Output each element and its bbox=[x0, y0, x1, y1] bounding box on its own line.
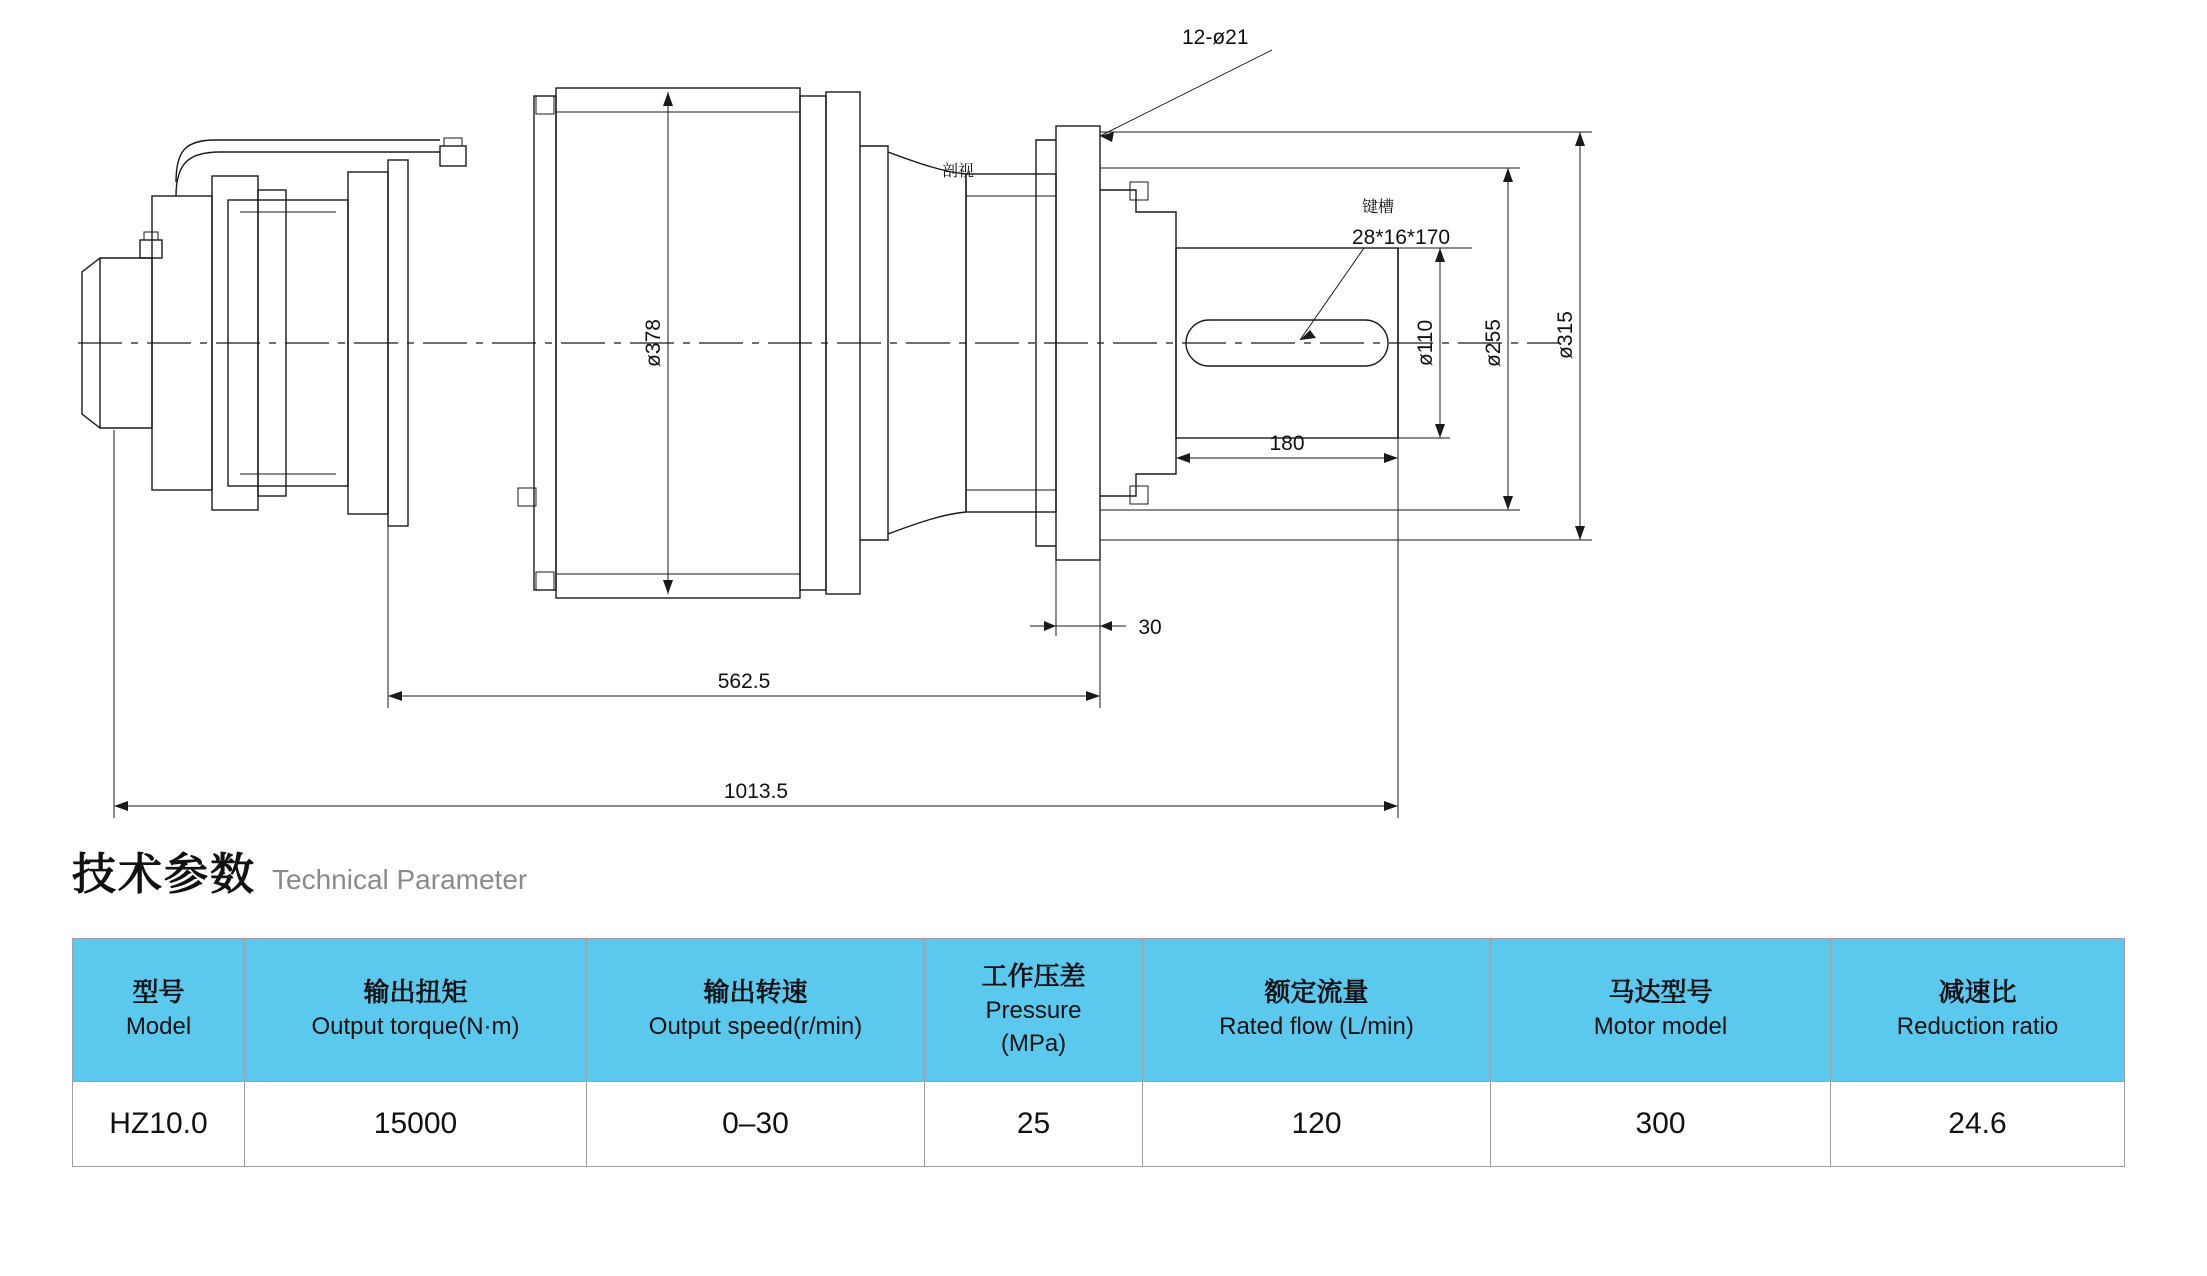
header-output-torque-en: Output torque(N·m) bbox=[311, 1013, 520, 1041]
table-header-rated-flow bbox=[1143, 939, 1491, 1082]
dim-housing-diameter bbox=[642, 92, 673, 594]
cell-model: HZ10.0 bbox=[73, 1082, 245, 1167]
housing-bolt-top-left bbox=[536, 96, 554, 114]
header-reduction-ratio-en: Reduction ratio bbox=[1896, 1013, 2059, 1041]
section-heading bbox=[72, 838, 527, 902]
cell-output-torque: 15000 bbox=[245, 1082, 587, 1167]
keyway-cn-label: 键槽 bbox=[1361, 197, 1395, 216]
dim-flange-diameter-255-label: ø255 bbox=[1482, 319, 1505, 367]
dim-shaft-length-label: 180 bbox=[1269, 432, 1305, 455]
dim-keyway bbox=[1300, 197, 1472, 340]
dim-flange-thickness-label: 30 bbox=[1138, 616, 1162, 639]
dim-flange-diameter-315 bbox=[1100, 132, 1592, 540]
table-header-motor-model bbox=[1491, 939, 1831, 1082]
header-output-speed-cn: 输出转速 bbox=[703, 978, 808, 1009]
dim-length-overall-label: 1013.5 bbox=[723, 780, 789, 803]
table-header-output-speed bbox=[587, 939, 925, 1082]
technical-parameter-table bbox=[72, 938, 2125, 1167]
header-motor-model-en: Motor model bbox=[1593, 1013, 1728, 1041]
header-pressure-en-2: (MPa) bbox=[1000, 1029, 1067, 1057]
header-output-torque-cn: 输出扭矩 bbox=[363, 978, 468, 1009]
table-header-pressure bbox=[925, 939, 1143, 1082]
dim-length-overall bbox=[114, 430, 1398, 818]
cell-pressure: 25 bbox=[925, 1082, 1143, 1167]
header-output-speed-en: Output speed(r/min) bbox=[648, 1013, 863, 1041]
section-title-en: Technical Parameter bbox=[272, 864, 528, 895]
hose-fitting-left bbox=[140, 240, 162, 258]
header-rated-flow-en: Rated flow (L/min) bbox=[1219, 1013, 1414, 1041]
dim-length-partial bbox=[388, 526, 1100, 708]
cell-output-speed: 0–30 bbox=[587, 1082, 925, 1167]
flange-bolt-bottom bbox=[1130, 486, 1148, 504]
table-header-reduction-ratio bbox=[1831, 939, 2125, 1082]
dim-housing-diameter-label: ø378 bbox=[642, 319, 665, 367]
header-pressure-cn: 工作压差 bbox=[981, 962, 1086, 993]
table-header-row bbox=[73, 939, 2125, 1082]
hydraulic-hose-inner bbox=[176, 152, 440, 196]
dim-shaft-diameter-label: ø110 bbox=[1414, 319, 1437, 367]
cell-motor-model: 300 bbox=[1491, 1082, 1831, 1167]
dim-flange-diameter-315-label: ø315 bbox=[1554, 311, 1577, 359]
header-motor-model-cn: 马达型号 bbox=[1608, 978, 1713, 1009]
housing-bolt-bottom-left bbox=[536, 572, 554, 590]
header-pressure-en-1: Pressure bbox=[985, 997, 1082, 1025]
housing-bolt-mid-left bbox=[518, 488, 536, 506]
dim-flange-thickness bbox=[1030, 560, 1162, 639]
dim-flange-diameter-255 bbox=[1100, 168, 1520, 510]
table-header-output-torque bbox=[245, 939, 587, 1082]
dim-length-partial-label: 562.5 bbox=[717, 670, 771, 693]
cell-rated-flow: 120 bbox=[1143, 1082, 1491, 1167]
cell-reduction-ratio: 24.6 bbox=[1831, 1082, 2125, 1167]
dim-bolt-holes bbox=[1100, 26, 1272, 142]
hose-fitting-right bbox=[440, 146, 466, 166]
table-header-model bbox=[73, 939, 245, 1082]
section-title-cn: 技术参数 bbox=[72, 849, 256, 900]
dim-keyway-label: 28*16*170 bbox=[1352, 226, 1451, 249]
header-model-cn: 型号 bbox=[132, 978, 185, 1009]
header-reduction-ratio-cn: 减速比 bbox=[1938, 978, 2017, 1009]
section-cn-label: 剖视 bbox=[941, 161, 975, 180]
header-model-en: Model bbox=[125, 1013, 192, 1041]
header-rated-flow-cn: 额定流量 bbox=[1264, 978, 1369, 1009]
flange-bolt-top bbox=[1130, 182, 1148, 200]
table-row bbox=[73, 1082, 2125, 1167]
dim-bolt-holes-label: 12-ø21 bbox=[1182, 26, 1249, 49]
